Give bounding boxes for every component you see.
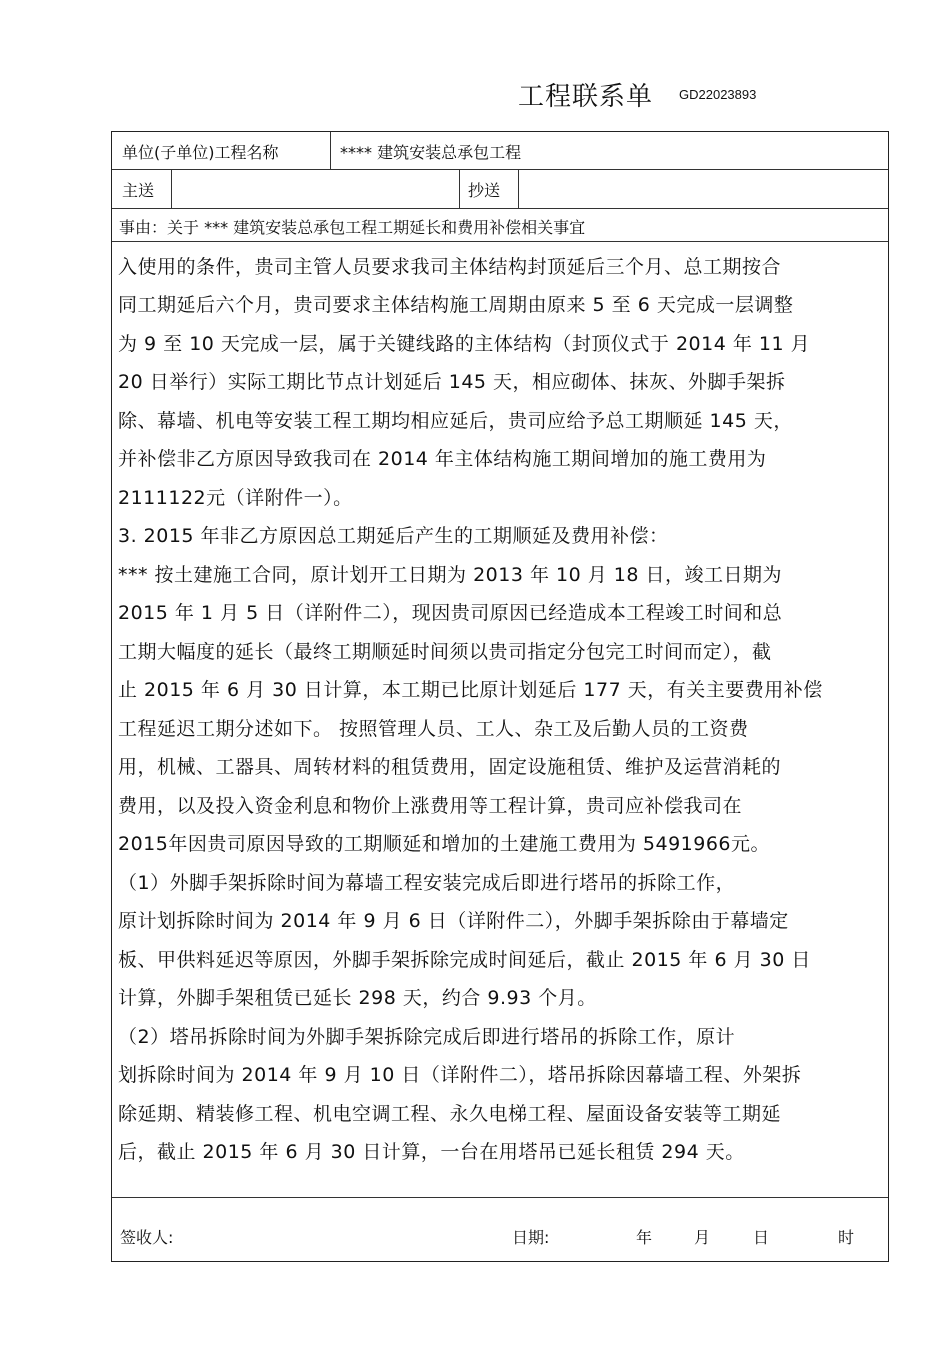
- body-line: 为 9 至 10 天完成一层，属于关键线路的主体结构（封顶仪式于 2014 年 11 月: [118, 333, 811, 355]
- signer-label: 签收人:: [120, 1228, 174, 1247]
- body-line: 同工期延后六个月，贵司要求主体结构施工周期由原来 5 至 6 天完成一层调整: [118, 294, 794, 316]
- document-title: 工程联系单: [518, 82, 654, 112]
- divider: [171, 169, 172, 208]
- divider: [518, 169, 519, 208]
- body-line: 划拆除时间为 2014 年 9 月 10 日（详附件二），塔吊拆除因幕墙工程、外架拆: [118, 1064, 802, 1086]
- body-line: 费用，以及投入资金利息和物价上涨费用等工程计算，贵司应补偿我司在: [118, 795, 743, 817]
- date-year: 年: [636, 1228, 653, 1247]
- recipient-row: [112, 169, 888, 209]
- body-line: 止 2015 年 6 月 30 日计算，本工期已比原计划延后 177 天，有关主要费用补偿: [118, 679, 823, 701]
- date-label: 日期:: [512, 1228, 550, 1247]
- footer-divider: [112, 1197, 888, 1198]
- document-code: GD22023893: [679, 87, 757, 102]
- contact-form: [111, 131, 889, 1262]
- body-line: 并补偿非乙方原因导致我司在 2014 年主体结构施工期间增加的施工费用为: [118, 448, 767, 470]
- body-line: 原计划拆除时间为 2014 年 9 月 6 日（详附件二），外脚手架拆除由于幕墙定: [118, 910, 789, 932]
- body-line: 用，机械、工器具、周转材料的租赁费用，固定设施租赁、维护及运营消耗的: [118, 756, 782, 778]
- date-day: 日: [753, 1228, 770, 1247]
- body-line: 工程延迟工期分述如下。 按照管理人员、工人、杂工及后勤人员的工资费: [118, 718, 749, 740]
- divider: [459, 169, 460, 208]
- to-label: 主送: [122, 181, 155, 200]
- body-line: 计算，外脚手架租赁已延长 298 天，约合 9.93 个月。: [118, 987, 597, 1009]
- body-line: 入使用的条件，贵司主管人员要求我司主体结构封顶延后三个月、总工期按合: [118, 256, 782, 278]
- body-line: 2015年因贵司原因导致的工期顺延和增加的土建施工费用为 5491966元。: [118, 833, 771, 855]
- body-line: （1）外脚手架拆除时间为幕墙工程安装完成后即进行塔吊的拆除工作，: [118, 872, 736, 894]
- subject-row: [112, 208, 888, 242]
- body-line: （2）塔吊拆除时间为外脚手架拆除完成后即进行塔吊的拆除工作，原计: [118, 1026, 736, 1048]
- project-row: [112, 132, 888, 170]
- body-line: 20 日举行）实际工期比节点计划延后 145 天，相应砌体、抹灰、外脚手架拆: [118, 371, 786, 393]
- body-line: 除延期、精装修工程、机电空调工程、永久电梯工程、屋面设备安装等工期延: [118, 1103, 782, 1125]
- date-hour: 时: [838, 1228, 855, 1247]
- body-line: 工期大幅度的延长（最终工期顺延时间须以贵司指定分包完工时间而定），截: [118, 641, 772, 663]
- body-line: 板、甲供料延迟等原因，外脚手架拆除完成时间延后，截止 2015 年 6 月 30 日: [118, 949, 811, 971]
- project-label: 单位(子单位)工程名称: [122, 143, 279, 162]
- body-line: 2015 年 1 月 5 日（详附件二），现因贵司原因已经造成本工程竣工时间和总: [118, 602, 783, 624]
- body-line: 3. 2015 年非乙方原因总工期延后产生的工期顺延及费用补偿：: [118, 525, 669, 547]
- divider: [330, 132, 331, 169]
- body-line: 2111122元（详附件一）。: [118, 487, 353, 509]
- project-value: **** 建筑安装总承包工程: [340, 143, 522, 162]
- cc-label: 抄送: [468, 181, 501, 200]
- body-line: *** 按土建施工合同，原计划开工日期为 2013 年 10 月 18 日，竣工日期为: [118, 564, 782, 586]
- body-line: 除、幕墙、机电等安装工程工期均相应延后，贵司应给予总工期顺延 145 天，: [118, 410, 793, 432]
- body-line: 后，截止 2015 年 6 月 30 日计算，一台在用塔吊已延长租赁 294 天。: [118, 1141, 745, 1163]
- subject-text: 事由：关于 *** 建筑安装总承包工程工期延长和费用补偿相关事宜: [119, 218, 586, 237]
- date-month: 月: [694, 1228, 711, 1247]
